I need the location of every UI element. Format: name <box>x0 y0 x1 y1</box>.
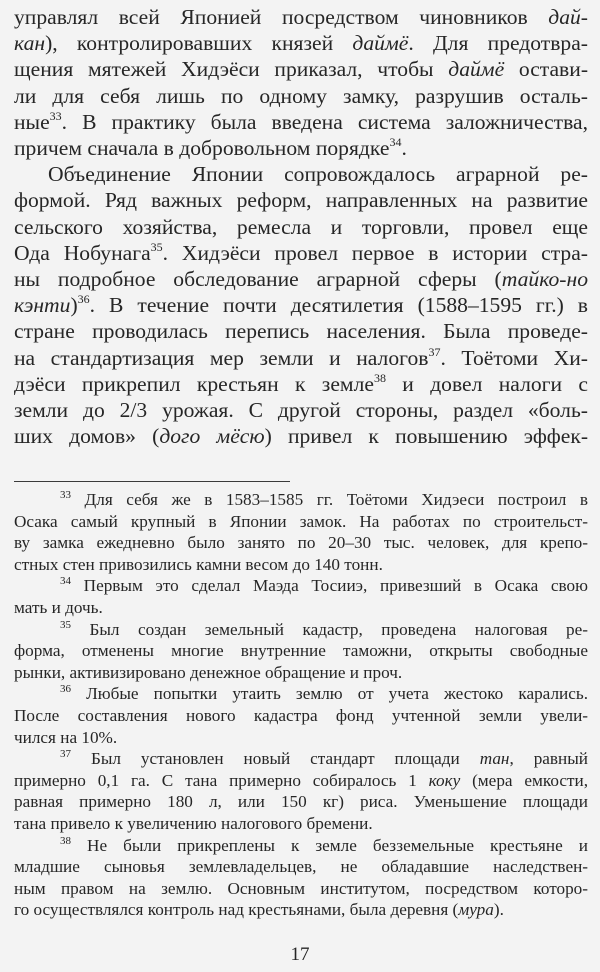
text-run: . В течение почти десятилетия (1588–1595 гг.) в <box>89 293 588 318</box>
text-run: ) привел к повышению эффек- <box>264 424 589 449</box>
text-run: Любые попытки утаить землю от учета жестоко карались. <box>86 684 589 704</box>
text-run: примерно 0,1 га. С тана примерно собиралось 1 <box>14 770 429 790</box>
text-line <box>14 423 588 449</box>
text-line <box>14 240 588 266</box>
text-run: . Хидэёси провел первое в истории стра- <box>162 240 588 265</box>
text-line: тана привело к увеличению налогового бремени. <box>14 813 373 833</box>
text-line: стране проводилась перепись населения. Была проведе- <box>14 319 588 344</box>
text-run: остави- <box>504 57 589 82</box>
text-line <box>14 292 588 318</box>
text-run: ), контролировавших князей <box>45 31 353 56</box>
page-number: 17 <box>290 944 310 965</box>
footnote-33 <box>14 489 588 511</box>
text-line <box>14 30 588 56</box>
text-line <box>14 56 588 82</box>
footnote-35 <box>14 619 588 641</box>
footnote-38 <box>14 835 588 857</box>
italic-term: кан <box>14 31 46 56</box>
footnote-34 <box>14 575 588 597</box>
text-run: ) <box>70 293 78 318</box>
text-run: причем сначала в добровольном порядке <box>14 136 390 161</box>
text-run: ные <box>14 109 50 134</box>
text-run: го осуществлялся контроль над крестьянами, была деревня ( <box>14 900 459 920</box>
text-line: формой. Ряд важных реформ, направленных на развитие <box>14 188 588 213</box>
text-run: ны подробное обследование аграрной сферы ( <box>14 267 502 292</box>
text-line <box>14 4 588 30</box>
text-run: Для себя же в 1583–1585 гг. Тоётоми Хидэеси построил в <box>84 490 588 509</box>
text-line <box>14 266 588 292</box>
text-line: равная примерно 180 л, или 150 кг) риса. Уменьшение площади <box>14 792 588 812</box>
footnote-number: 35 <box>60 618 71 631</box>
text-run: (мера емкости, <box>460 770 588 790</box>
text-run: , равный <box>509 749 588 769</box>
text-run: щения мятежей Хидэёси приказал, чтобы <box>14 57 449 82</box>
italic-term: тан <box>479 749 510 769</box>
footnote-number: 38 <box>60 834 71 847</box>
text-line: ву замка ежедневно было занято по 20–30 тыс. человек, для крепо- <box>14 533 588 553</box>
text-line <box>14 770 588 792</box>
italic-term: дай- <box>548 5 588 29</box>
text-line: земли до 2/3 урожая. С другой стороны, раздел «боль- <box>14 398 588 423</box>
footnote-ref[interactable]: 38 <box>373 370 386 385</box>
footnotes <box>14 489 588 921</box>
text-line: После составления нового кадастра фонд учтенной земли увели- <box>14 705 588 725</box>
text-run: Не были прикреплены к земле безземельные крестьяне и <box>87 835 588 855</box>
text-line <box>14 135 588 161</box>
italic-term: тайко-но <box>501 267 588 292</box>
text-line: Осака самый крупный в Японии замок. На работах по строительст- <box>14 511 588 531</box>
text-run: . Тоётоми Хи- <box>440 345 588 370</box>
text-run: Был установлен новый стандарт площади <box>90 749 480 769</box>
paragraph-start-line: Объединение Японии сопровождалось аграрной ре- <box>48 162 588 187</box>
text-run: . Для предотвра- <box>408 31 588 56</box>
text-line <box>14 345 588 371</box>
text-line: мать и дочь. <box>14 597 103 617</box>
text-line: форма, отменены многие внутренние таможни, открыты свободные <box>14 641 588 661</box>
text-line <box>14 109 588 135</box>
text-run: Первым это сделал Маэда Тосииэ, привезший в Осака свою <box>83 576 588 596</box>
footnote-divider <box>14 481 290 482</box>
text-line: ли для себя лишь по одному замку, разрушив осталь- <box>14 83 588 108</box>
text-run: управлял всей Японией посредством чиновников <box>14 5 549 29</box>
text-run: . <box>401 136 407 161</box>
footnote-36 <box>14 683 588 705</box>
italic-term: мура <box>458 900 494 920</box>
text-line: ным правом на землю. Основным институтом, посредством которо- <box>14 878 588 898</box>
text-run: на стандартизация мер земли и налогов <box>14 345 429 370</box>
text-run: Был создан земельный кадастр, проведена налоговая ре- <box>89 619 588 639</box>
footnote-ref[interactable]: 36 <box>77 292 90 307</box>
text-line <box>14 371 588 397</box>
footnote-ref[interactable]: 34 <box>389 135 402 150</box>
text-run: Ода Нобунага <box>14 240 151 265</box>
italic-term: даймё <box>448 57 505 82</box>
text-run: ). <box>493 900 504 920</box>
footnote-37 <box>14 748 588 770</box>
footnote-ref[interactable]: 33 <box>49 108 62 123</box>
text-line: стных стен привозились камни весом до 140 тонн. <box>14 554 383 574</box>
italic-term: даймё <box>352 31 409 56</box>
footnote-number: 33 <box>60 489 71 501</box>
footnote-ref[interactable]: 35 <box>150 239 163 254</box>
text-line: рынки, активизировано денежное обращение и проч. <box>14 662 403 682</box>
text-line <box>14 899 588 921</box>
italic-term: кэнти <box>14 293 71 318</box>
text-line: сельского хозяйства, ремесла и торговли, провел еще <box>14 214 588 239</box>
text-run: и довел налоги с <box>385 371 588 396</box>
italic-term: дого мёсю <box>159 424 265 449</box>
footnote-number: 34 <box>60 575 71 588</box>
text-line: младшие сыновья землевладельцев, не обладавшие наследствен- <box>14 857 588 877</box>
italic-term: коку <box>428 770 461 790</box>
main-text <box>14 4 588 449</box>
footnote-number: 36 <box>60 683 71 696</box>
text-line: чился на 10%. <box>14 727 118 747</box>
text-run: . В практику была введена система заложничества, <box>61 109 588 134</box>
text-run: дэёси прикрепил крестьян к земле <box>14 371 374 396</box>
text-run: ших домов» ( <box>14 424 160 449</box>
footnote-number: 37 <box>60 748 71 761</box>
footnote-ref[interactable]: 37 <box>428 344 441 359</box>
